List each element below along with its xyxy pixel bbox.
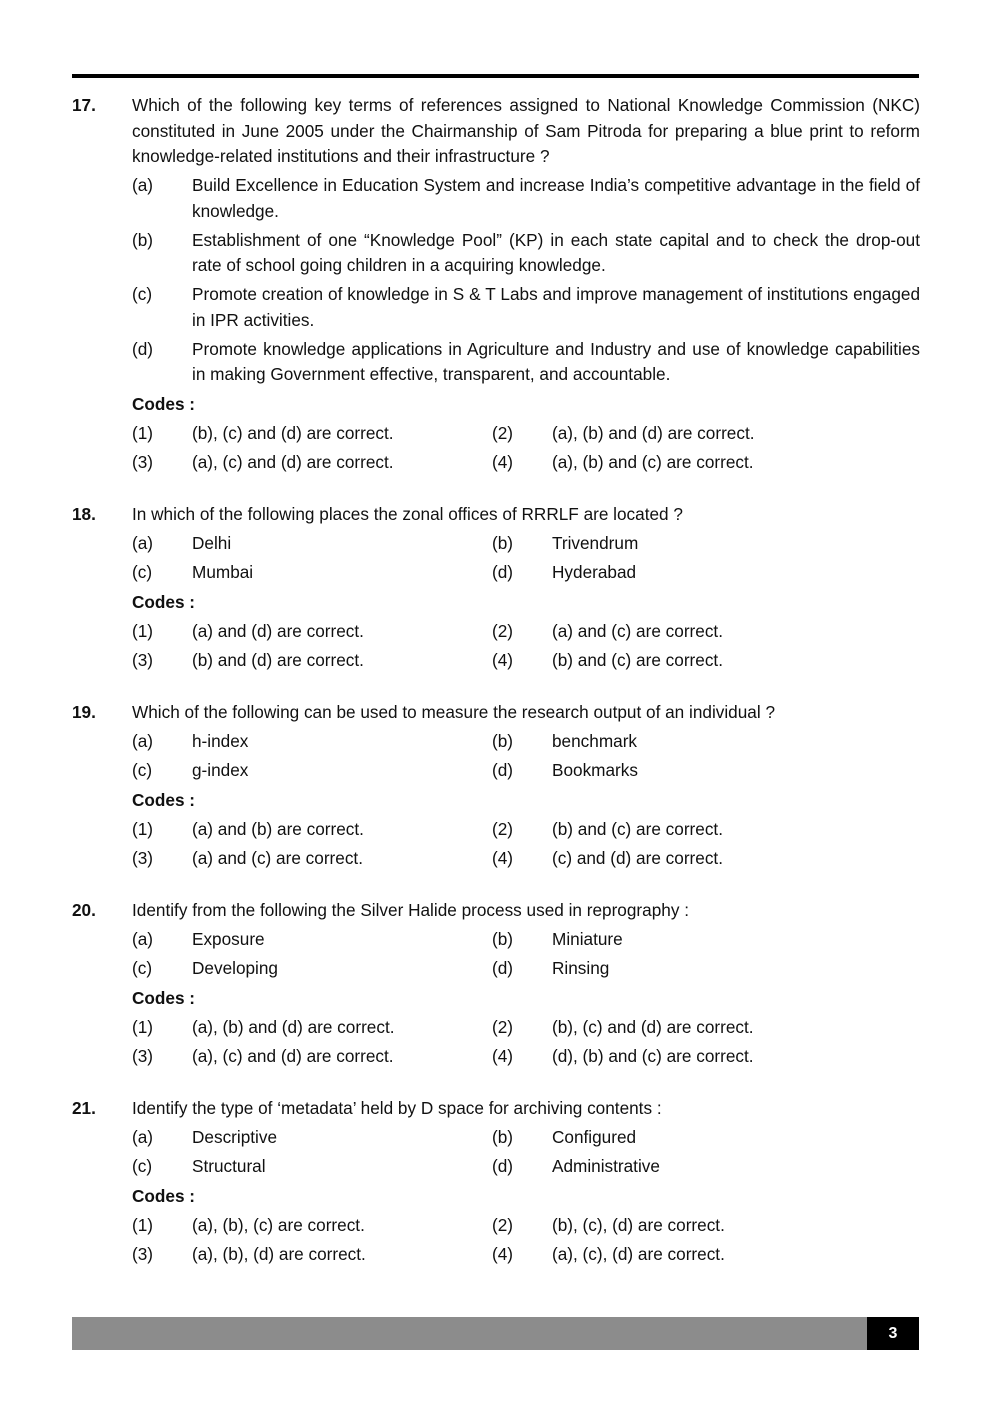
codes-row <box>132 846 920 872</box>
option-label: (d) <box>132 338 154 359</box>
code-text: (a), (b), (c) are correct. <box>192 1214 365 1235</box>
code-text: (b), (c) and (d) are correct. <box>552 1016 754 1037</box>
question-text: Identify the type of ‘metadata’ held by D space for archiving contents : <box>132 1098 662 1118</box>
option-c <box>132 282 920 333</box>
question-20 <box>72 898 920 1069</box>
option-text: Descriptive <box>192 1127 278 1147</box>
code-label: (4) <box>492 1045 514 1066</box>
option-text: Administrative <box>552 1156 660 1176</box>
question-text: Identify from the following the Silver Halide process used in reprography : <box>132 900 689 920</box>
codes-row <box>132 450 920 476</box>
option-b <box>132 228 920 279</box>
code-label: (2) <box>492 1214 514 1235</box>
code-label: (4) <box>492 847 514 868</box>
option-text: Delhi <box>192 533 232 553</box>
codes-heading: Codes : <box>132 987 196 1008</box>
option-label: (b) <box>492 731 514 751</box>
code-3 <box>132 1044 492 1070</box>
code-1 <box>132 1015 492 1041</box>
question-19 <box>72 700 920 871</box>
option-label: (c) <box>132 284 153 304</box>
question-number: 17. <box>72 95 96 115</box>
question-number: 19. <box>72 702 96 722</box>
code-text: (a), (b) and (d) are correct. <box>552 422 755 443</box>
options-row <box>132 1154 920 1180</box>
option-label: (c) <box>132 1156 153 1176</box>
option-a <box>132 531 492 557</box>
option-a <box>132 927 492 953</box>
option-b <box>492 729 852 755</box>
option-label: (a) <box>132 533 154 553</box>
option-label: (a) <box>132 175 154 195</box>
option-label: (a) <box>132 929 154 949</box>
code-label: (1) <box>132 422 154 443</box>
code-label: (1) <box>132 1214 154 1235</box>
option-label: (b) <box>492 533 514 553</box>
code-text: (c) and (d) are correct. <box>552 847 723 868</box>
question-17 <box>72 93 920 475</box>
code-4 <box>492 1044 852 1070</box>
code-label: (2) <box>492 1016 514 1037</box>
code-text: (a), (b) and (c) are correct. <box>552 451 754 472</box>
option-text: Exposure <box>192 929 265 949</box>
code-text: (a), (b) and (d) are correct. <box>192 1016 395 1037</box>
code-label: (4) <box>492 451 514 472</box>
option-c <box>132 560 492 586</box>
codes-row <box>132 1213 920 1239</box>
question-list <box>72 93 920 1267</box>
options-row <box>132 729 920 755</box>
option-text: Miniature <box>552 929 623 949</box>
code-label: (2) <box>492 422 514 443</box>
code-text: (b), (c) and (d) are correct. <box>192 422 394 443</box>
question-number: 20. <box>72 900 96 920</box>
code-text: (a), (c) and (d) are correct. <box>192 1045 394 1066</box>
question-text: Which of the following key terms of references assigned to National Knowledge Commission (NKC) constituted in June 2005 under the Chairmanship of Sam Pitroda for preparing a blue print to reform knowledge-related institutions and their infrastructure ? <box>132 95 920 166</box>
option-label: (d) <box>492 562 514 582</box>
code-3 <box>132 1242 492 1268</box>
codes-row <box>132 648 920 674</box>
code-2 <box>492 817 852 843</box>
codes-heading: Codes : <box>132 393 196 414</box>
option-d <box>492 560 852 586</box>
question-number: 21. <box>72 1098 96 1118</box>
code-label: (1) <box>132 1016 154 1037</box>
code-4 <box>492 846 852 872</box>
option-text: Trivendrum <box>552 533 639 553</box>
options-row <box>132 927 920 953</box>
code-text: (b) and (d) are correct. <box>192 649 364 670</box>
option-text: Developing <box>192 958 278 978</box>
code-label: (2) <box>492 620 514 641</box>
option-a <box>132 1125 492 1151</box>
option-d <box>492 956 852 982</box>
options-row <box>132 758 920 784</box>
option-label: (d) <box>492 760 514 780</box>
options-row <box>132 1125 920 1151</box>
codes-row <box>132 421 920 447</box>
option-a <box>132 729 492 755</box>
option-text: g-index <box>192 760 249 780</box>
option-text: Rinsing <box>552 958 610 978</box>
option-c <box>132 1154 492 1180</box>
option-c <box>132 758 492 784</box>
code-3 <box>132 846 492 872</box>
option-text: Mumbai <box>192 562 254 582</box>
code-text: (a) and (d) are correct. <box>192 620 364 641</box>
code-text: (b) and (c) are correct. <box>552 818 723 839</box>
code-4 <box>492 648 852 674</box>
option-label: (b) <box>132 229 154 250</box>
option-label: (b) <box>492 1127 514 1147</box>
code-1 <box>132 1213 492 1239</box>
code-text: (b) and (c) are correct. <box>552 649 723 670</box>
code-label: (3) <box>132 451 154 472</box>
option-b <box>492 531 852 557</box>
code-label: (4) <box>492 1243 514 1264</box>
codes-row <box>132 619 920 645</box>
option-label: (a) <box>132 731 154 751</box>
code-label: (4) <box>492 649 514 670</box>
options-row <box>132 531 920 557</box>
code-label: (2) <box>492 818 514 839</box>
option-text: Promote creation of knowledge in S & T Labs and improve management of institutions engaged in IPR activities. <box>192 284 920 330</box>
option-text: Hyderabad <box>552 562 637 582</box>
question-text: Which of the following can be used to measure the research output of an individual ? <box>132 702 776 722</box>
code-2 <box>492 1015 852 1041</box>
page-number: 3 <box>867 1317 919 1350</box>
code-text: (d), (b) and (c) are correct. <box>552 1045 754 1066</box>
option-text: Establishment of one “Knowledge Pool” (KP) in each state capital and to check the drop-out rate of school going children in a acquiring knowledge. <box>192 229 920 275</box>
code-text: (a) and (c) are correct. <box>192 847 363 868</box>
option-label: (c) <box>132 958 153 978</box>
codes-row <box>132 817 920 843</box>
option-d <box>132 337 920 388</box>
code-2 <box>492 421 852 447</box>
option-text: Configured <box>552 1127 637 1147</box>
code-4 <box>492 450 852 476</box>
code-text: (a), (b), (d) are correct. <box>192 1243 366 1264</box>
code-1 <box>132 421 492 447</box>
option-text: h-index <box>192 731 249 751</box>
option-label: (d) <box>492 1156 514 1176</box>
code-text: (b), (c), (d) are correct. <box>552 1214 725 1235</box>
question-21 <box>72 1096 920 1267</box>
top-rule <box>72 74 919 78</box>
codes-row <box>132 1242 920 1268</box>
option-c <box>132 956 492 982</box>
code-label: (3) <box>132 649 154 670</box>
option-text: Structural <box>192 1156 266 1176</box>
code-1 <box>132 817 492 843</box>
question-text: In which of the following places the zonal offices of RRRLF are located ? <box>132 504 683 524</box>
codes-row <box>132 1015 920 1041</box>
code-2 <box>492 1213 852 1239</box>
option-b <box>492 1125 852 1151</box>
code-4 <box>492 1242 852 1268</box>
option-label: (c) <box>132 760 153 780</box>
option-a <box>132 173 920 224</box>
option-label: (b) <box>492 929 514 949</box>
question-18 <box>72 502 920 673</box>
code-label: (3) <box>132 1243 154 1264</box>
option-text: benchmark <box>552 731 638 751</box>
code-3 <box>132 450 492 476</box>
code-text: (a) and (b) are correct. <box>192 818 364 839</box>
codes-row <box>132 1044 920 1070</box>
codes-heading: Codes : <box>132 1185 196 1206</box>
code-2 <box>492 619 852 645</box>
code-label: (1) <box>132 818 154 839</box>
option-label: (a) <box>132 1127 154 1147</box>
code-label: (3) <box>132 847 154 868</box>
question-number: 18. <box>72 504 96 524</box>
option-text: Bookmarks <box>552 760 638 780</box>
option-d <box>492 1154 852 1180</box>
option-text: Build Excellence in Education System and increase India’s competitive advantage in the field of knowledge. <box>192 175 920 221</box>
code-text: (a), (c), (d) are correct. <box>552 1243 725 1264</box>
code-1 <box>132 619 492 645</box>
option-d <box>492 758 852 784</box>
codes-heading: Codes : <box>132 591 196 612</box>
codes-heading: Codes : <box>132 789 196 810</box>
code-text: (a) and (c) are correct. <box>552 620 723 641</box>
code-label: (1) <box>132 620 154 641</box>
option-text: Promote knowledge applications in Agriculture and Industry and use of knowledge capabilities in making Government effective, transparent, and accountable. <box>192 338 920 384</box>
code-3 <box>132 648 492 674</box>
option-b <box>492 927 852 953</box>
code-text: (a), (c) and (d) are correct. <box>192 451 394 472</box>
options-row <box>132 956 920 982</box>
footer-bar <box>72 1317 867 1350</box>
option-label: (c) <box>132 562 153 582</box>
option-label: (d) <box>492 958 514 978</box>
options-row <box>132 560 920 586</box>
code-label: (3) <box>132 1045 154 1066</box>
